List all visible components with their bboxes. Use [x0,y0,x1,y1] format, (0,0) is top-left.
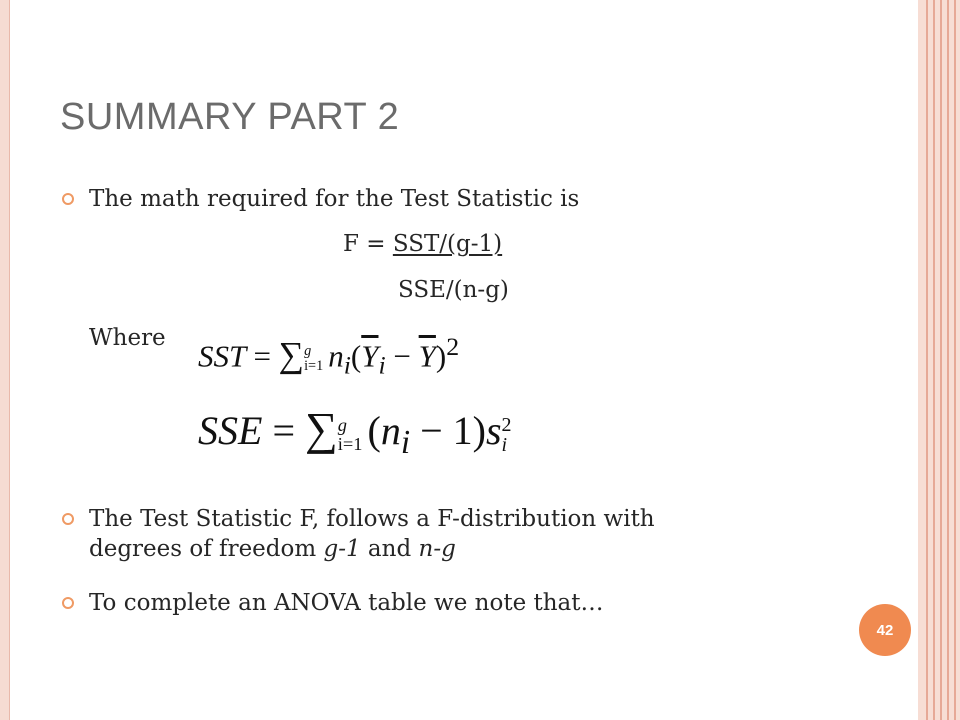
frame-stripe [947,0,949,720]
left-frame [0,0,10,720]
frame-stripe [940,0,942,720]
bullet-text-line2: degrees of freedom g-1 and n-g [89,536,456,562]
bullet-icon [62,597,74,609]
frame-stripe [926,0,928,720]
frame-stripe [954,0,956,720]
sse-equation: SSE = ∑ g i=1 $(n_i - 1)s$ 2 i [198,403,512,461]
bullet-icon [62,193,74,205]
bullet-icon [62,513,74,525]
page-number-badge: 42 [859,604,911,656]
where-label: Where [89,325,166,351]
bullet-text: To complete an ANOVA table we note that… [89,590,604,616]
frame-stripe [933,0,935,720]
bullet-item [62,588,604,618]
bullet-item [62,184,579,214]
df-numerator: g-1 [323,536,361,562]
df-denominator: n-g [418,536,456,562]
bullet-item [62,504,655,564]
bullet-text: The math required for the Test Statistic is [89,186,580,212]
sst-equation: SST = ∑ g i=1 $n_i(\overline{Y}_i - \overline{Y})^2$ [198,332,460,380]
formula-denominator: SSE/(n-g) [398,277,509,303]
formula-lhs: F = [343,231,393,257]
f-formula-line [343,231,502,257]
slide-title: SUMMARY PART 2 [60,96,400,138]
formula-numerator: SST/(g-1) [392,231,503,257]
bullet-text-line1: The Test Statistic F, follows a F-distribution with [89,506,655,532]
